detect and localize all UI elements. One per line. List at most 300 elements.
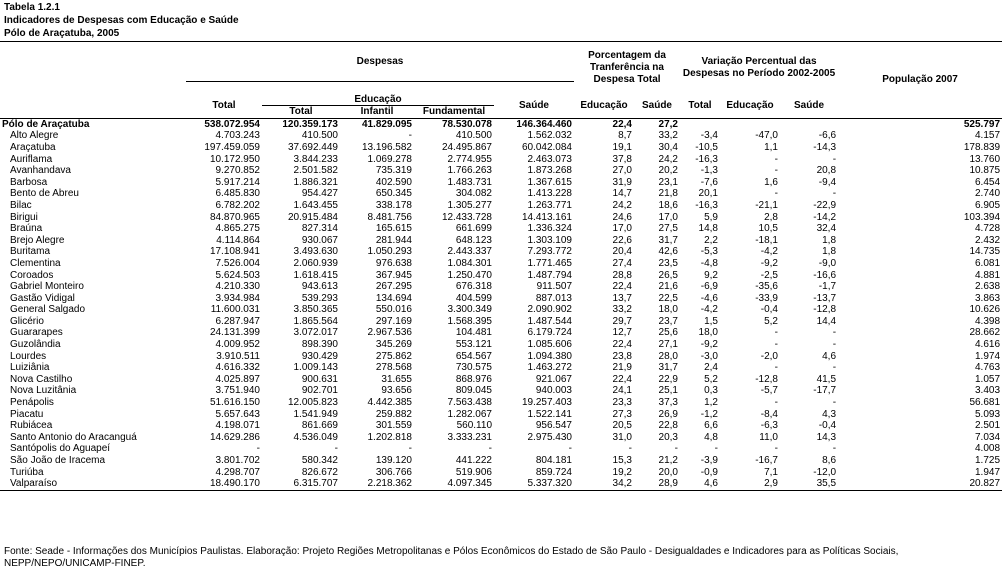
table-cell: 178.839 [963,141,1001,153]
table-cell: 4.763 [975,362,1001,374]
table-cell: 33,2 [658,130,678,142]
table-cell: 14.629.286 [209,431,260,443]
table-cell: 4.157 [975,130,1001,142]
table-cell: 23,8 [612,350,632,362]
row-label: Gastão Vidigal [10,292,75,304]
table-cell: 3.300.349 [447,304,492,316]
table-cell: -4,2 [760,246,778,258]
table-row [0,246,1002,258]
table-cell: 4.616.332 [215,362,260,374]
table-cell: 2.975.430 [527,431,572,443]
table-cell: 3.844.233 [293,153,338,165]
table-cell: 37,3 [658,397,678,409]
table-row [0,374,1002,386]
table-row [0,362,1002,374]
table-cell: 23,1 [658,176,678,188]
table-cell: - [774,443,778,455]
table-cell: 26,5 [658,269,678,281]
table-titles [4,1,239,40]
table-cell: 4.008 [975,443,1001,455]
table-cell: 9,2 [704,269,718,281]
row-label: Birigui [10,211,38,223]
table-cell: 24.495.867 [441,141,492,153]
table-cell: 1.303.109 [527,234,572,246]
row-label: Brejo Alegre [10,234,65,246]
table-cell: 42,6 [658,246,678,258]
table-cell: 11.600.031 [210,304,260,316]
table-cell: 1.568.395 [447,315,492,327]
table-cell: -6,6 [818,130,837,142]
table-cell: - [832,362,837,374]
table-cell: 13.196.582 [361,141,412,153]
table-cell: - [568,443,572,455]
table-row [0,223,1002,235]
row-label: Clementina [10,257,61,269]
table-cell: 735.319 [375,165,412,177]
table-cell: 41.829.095 [340,118,414,130]
table-cell: 22,8 [658,420,678,432]
row-label: Nova Luzitânia [10,385,77,397]
table-cell: 31,7 [658,234,678,246]
table-cell: 3.403 [975,385,1001,397]
table-cell: -18,1 [755,234,778,246]
table-cell: 1,8 [822,234,837,246]
table-cell: -9,4 [818,176,837,188]
table-cell: -9,2 [760,257,778,269]
table-row [0,142,1002,154]
row-label: Guzolândia [10,339,61,351]
table-cell: 29,7 [612,315,632,327]
table-cell: 1,6 [764,176,778,188]
table-cell: 7.526.004 [215,257,260,269]
table-cell: 4.097.345 [414,478,494,490]
table-cell: -5,3 [700,246,718,258]
table-cell: 12,7 [612,327,632,339]
table-cell: 1.282.067 [447,408,492,420]
table-cell: 14.735 [969,246,1001,258]
table-cell: 15,3 [612,455,632,466]
table-cell: -13,7 [813,292,837,304]
table-cell: 661.699 [455,223,492,235]
table-cell: 5,9 [704,211,718,223]
table-cell: 1,1 [764,141,778,153]
table-row [0,118,1002,130]
table-cell: 5.624.503 [215,269,260,281]
table-cell: 278.568 [375,362,412,374]
table-cell: 27,5 [658,223,678,235]
table-cell: -16,6 [813,269,837,281]
table-body [0,118,1002,490]
table-cell: 93.656 [381,385,412,397]
table-cell: 31,7 [658,362,678,374]
table-cell: 304.082 [455,188,492,200]
table-cell: - [628,443,632,455]
table-cell: - [774,397,778,409]
table-row [0,467,1002,479]
table-cell: 22,5 [658,292,678,304]
table-cell: 5.917.214 [215,176,260,188]
table-cell: 1.305.277 [447,199,492,211]
table-cell: - [832,153,837,165]
table-cell: 26,9 [658,408,678,420]
table-cell: 23,3 [612,397,632,409]
table-cell: -0,9 [700,466,718,478]
table-cell: 1.974 [975,350,1001,362]
table-cell: - [774,362,778,374]
table-cell: 1.562.032 [527,130,572,142]
table-cell: 8,6 [822,455,837,466]
table-row [0,420,1002,432]
table-cell: 2.443.337 [447,246,492,258]
table-cell: 911.507 [536,281,572,293]
table-cell: 19,1 [612,141,632,153]
table-cell: 10.875 [969,165,1001,177]
row-label: Bento de Abreu [10,188,79,200]
table-cell: 1.725 [975,455,1001,466]
table-cell: -14,2 [813,211,837,223]
table-cell: 539.293 [301,292,338,304]
table-cell: 4.865.275 [215,223,260,235]
table-cell: 6.485.830 [215,188,260,200]
table-cell: 809.045 [455,385,492,397]
table-cell: - [832,397,837,409]
row-label: São João de Iracema [10,455,106,466]
table-cell: 35,5 [780,478,838,490]
header-spacer [0,82,186,94]
row-label: Piacatu [10,408,44,420]
table-cell: -14,3 [813,141,837,153]
table-cell: 650.345 [375,188,412,200]
table-cell: 21,8 [658,188,678,200]
table-cell: 14,4 [816,315,837,327]
table-cell: 12.433.728 [441,211,492,223]
table-cell: 41,5 [816,373,837,385]
row-label: Rubiácea [10,420,53,432]
table-row [0,351,1002,363]
table-cell: 25,1 [658,385,678,397]
table-cell: 21,9 [612,362,632,374]
table-cell: 410.500 [301,130,338,142]
table-cell: 7.034 [975,431,1001,443]
table-cell: -9,0 [818,257,837,269]
table-cell: 1.643.455 [293,199,338,211]
table-cell: 21,6 [658,281,678,293]
header-blank [0,42,186,82]
table-cell: 24,2 [658,153,678,165]
header-despesas: Despesas [186,42,574,82]
table-cell: -2,0 [760,350,778,362]
row-label: Turiúba [10,466,44,478]
table-cell: 519.906 [455,466,492,478]
table-cell: - [774,339,778,351]
table-cell: 6.179.724 [527,327,572,339]
table-cell: 410.500 [455,130,492,142]
table-cell: 104.481 [455,327,492,339]
table-cell: -8,4 [760,408,778,420]
table-cell: 1.084.301 [447,257,492,269]
table-row [0,432,1002,444]
table-cell: 6.287.947 [215,315,260,327]
row-label: Alto Alegre [10,130,59,142]
table-cell: -22,9 [813,199,837,211]
table-cell: -16,7 [755,455,778,466]
row-label: Pólo de Araçatuba [0,118,186,130]
source-note [4,546,999,570]
table-row [0,316,1002,328]
table-cell: 6.905 [975,199,1001,211]
table-cell: 4,6 [822,350,837,362]
table-cell: 1,5 [704,315,718,327]
table-cell: 103.394 [963,211,1001,223]
table-cell: 134.694 [375,292,412,304]
table-cell: -6,9 [700,281,718,293]
table-cell: 20,4 [612,246,632,258]
table-cell: 2.967.536 [367,327,412,339]
table-cell: 4.210.330 [215,281,260,293]
table-cell: 31,0 [612,431,632,443]
table-cell: 1.367.615 [527,176,572,188]
table-cell: 17,0 [612,223,632,235]
table-cell: 32,4 [816,223,837,235]
table-cell: 24,6 [612,211,632,223]
header-infantil: Infantil [360,106,394,118]
table-row [0,339,1002,351]
table-cell: 580.342 [301,455,338,466]
table-cell: - [832,188,837,200]
table-cell: 3.801.702 [215,455,260,466]
table-cell: 1.069.278 [367,153,412,165]
table-cell: 22,4 [574,118,634,130]
table-cell: -6,3 [760,420,778,432]
table-row [0,154,1002,166]
table-cell: 2.060.939 [293,257,338,269]
table-cell: - [832,443,837,455]
table-cell: 826.672 [301,466,338,478]
table-cell: -16,3 [695,199,718,211]
table-cell: - [774,188,778,200]
table-cell: 4.616 [975,339,1001,351]
table-cell: 6.315.707 [262,478,340,490]
table-cell: 4,8 [704,431,718,443]
table-cell: 2.501 [975,420,1001,432]
table-row [0,455,1002,467]
table-cell: 1.522.141 [527,408,572,420]
header-edu-total: Total [289,106,313,118]
table-cell: 1.771.465 [527,257,572,269]
table-cell: - [714,443,718,455]
table-cell: 1.541.949 [293,408,338,420]
table-cell: 930.429 [301,350,338,362]
table-cell: 14,3 [816,431,837,443]
table-cell: 31,9 [612,176,632,188]
table-number: Tabela 1.2.1 [4,2,60,13]
header-pct-saude: Saúde [641,99,672,111]
table-cell: 27,3 [612,408,632,420]
table-cell: 31.655 [381,373,412,385]
table-cell: 10,5 [758,223,778,235]
table-cell: 4.198.071 [215,420,260,432]
table-row [0,130,1002,142]
row-label: Nova Castilho [10,373,73,385]
table-cell: 3.910.511 [216,350,260,362]
table-cell: 18.490.170 [186,478,262,490]
table-cell: -4,6 [700,292,718,304]
table-cell: 28,0 [658,350,678,362]
table-cell: 1.873.268 [527,165,572,177]
table-cell: 24.131.399 [209,327,260,339]
table-cell: 3.934.984 [215,292,260,304]
table-cell: 4.298.707 [215,466,260,478]
header-var-educacao: Educação [726,99,774,111]
table-cell: 5.337.320 [494,478,574,490]
table-row [0,177,1002,189]
table-cell: 648.123 [455,234,492,246]
header-variacao: Variação Percentual das Despesas no Período 2002-2005 [680,42,838,94]
table-cell: 4.703.243 [215,130,260,142]
table-cell: 21,2 [658,455,678,466]
table-cell: -12,8 [813,304,837,316]
table-cell: 84.870.965 [209,211,260,223]
table-cell: -0,4 [818,420,837,432]
table-cell: 4.025.897 [215,373,260,385]
table-cell: -1,7 [818,281,837,293]
header-blank-3 [0,106,186,119]
table-cell: 24,2 [612,199,632,211]
table-cell: 4,6 [680,478,720,490]
table-title: Indicadores de Despesas com Educação e Saúde [4,15,239,26]
row-label: Glicério [10,315,44,327]
table-cell: 930.067 [301,234,338,246]
table-cell [720,118,780,130]
table-row [0,478,1002,490]
table-cell: 60.042.084 [521,141,572,153]
table-cell: 34,2 [574,478,634,490]
table-cell: 1.487.544 [527,315,572,327]
table-cell: 19.257.403 [521,397,572,409]
table-cell: 898.390 [301,339,338,351]
table-cell: 954.427 [301,188,338,200]
table-cell: 37.692.449 [287,141,338,153]
table-cell: 553.121 [455,339,492,351]
table-cell: 2.638 [975,281,1001,293]
table-cell: 1.947 [975,466,1001,478]
table-cell: 13,7 [612,292,632,304]
row-label: Lourdes [10,350,47,362]
table-cell: 7.563.438 [447,397,492,409]
table-cell: 943.613 [301,281,338,293]
table-cell: 1.085.606 [527,339,572,351]
table-row [0,443,1002,455]
table-cell: 4.009.952 [215,339,260,351]
table-cell: 10.626 [969,304,1001,316]
table-cell: 4,3 [822,408,837,420]
table-cell: 301.559 [375,420,412,432]
table-cell: 17,0 [658,211,678,223]
table-cell: 306.766 [375,466,412,478]
table-cell: 3.850.365 [293,304,338,316]
table-cell: 1.766.263 [447,165,492,177]
table-cell: 197.459.059 [204,141,260,153]
table-cell: 78.530.078 [414,118,494,130]
table-cell: 6.081 [975,257,1001,269]
table-cell: 2,9 [720,478,780,490]
table-cell: 1.202.818 [367,431,412,443]
data-table [0,41,1002,491]
table-cell: 902.701 [301,385,338,397]
header-porcentagem: Porcentagem da Tranferência na Despesa Total [574,42,680,94]
table-cell: 6,6 [704,420,718,432]
header-var-total: Total [688,99,712,111]
table-cell: 22,4 [612,281,632,293]
table-cell: 56.681 [969,397,1001,409]
table-cell: 2,4 [704,362,718,374]
table-cell: 921.067 [535,373,572,385]
table-cell: 7.293.772 [527,246,572,258]
table-cell: 1.094.380 [527,350,572,362]
table-cell: 868.976 [455,373,492,385]
header-var-saude: Saúde [794,99,825,111]
table-cell: - [408,443,412,455]
table-cell: 9.270.852 [215,165,260,177]
table-cell: 139.120 [375,455,412,466]
table-cell: 8.481.756 [367,211,412,223]
table-cell: 10.172.950 [209,153,260,165]
table-cell: 2,8 [764,211,778,223]
table-cell: -7,6 [700,176,718,188]
row-label: Barbosa [10,176,48,188]
table-cell: 367.945 [375,269,412,281]
table-cell: 27,4 [612,257,632,269]
table-cell: 804.181 [535,455,572,466]
table-cell: 1.057 [975,373,1001,385]
table-cell: 525.797 [838,118,1002,130]
header-total: Total [212,99,236,111]
table-cell: 5.093 [975,408,1001,420]
table-cell: 27,1 [658,339,678,351]
table-row [0,409,1002,421]
table-cell: 887.013 [535,292,572,304]
row-label: Buritama [10,246,51,258]
table-cell: 1.487.794 [527,269,572,281]
table-cell: 28.662 [969,327,1001,339]
table-cell: 3.493.630 [293,246,338,258]
table-cell: 22,4 [612,373,632,385]
table-cell: 3.072.017 [293,327,338,339]
table-cell: 861.669 [301,420,338,432]
source-note-line1: Fonte: Seade - Informações dos Municípios Paulistas. Elaboração: Projeto Regiões Metropolitanas e Pólos Econômicos do Estado de São Paulo - Desigualdades e Indicadores para as Políticas Sociais, [4,546,899,557]
table-row [0,200,1002,212]
table-cell: 4.398 [975,315,1001,327]
table-cell: 2.501.582 [293,165,338,177]
table-cell: 900.631 [301,373,338,385]
table-cell [780,118,838,130]
table-cell: 28,8 [612,269,632,281]
table-cell: 402.590 [375,176,412,188]
table-cell: 12.005.823 [287,397,338,409]
table-cell: 20,3 [658,431,678,443]
table-cell: 1.618.415 [293,269,338,281]
row-label: General Salgado [10,304,86,316]
table-cell: 1,2 [704,397,718,409]
table-cell: 22,6 [612,234,632,246]
table-cell: - [408,130,412,142]
table-cell: 1.336.324 [527,223,572,235]
table-cell: 550.016 [375,304,412,316]
table-row [0,165,1002,177]
row-label: Santo Antonio do Aracanguá [10,431,137,443]
table-cell: -9,2 [700,339,718,351]
table-cell: 2,2 [704,234,718,246]
